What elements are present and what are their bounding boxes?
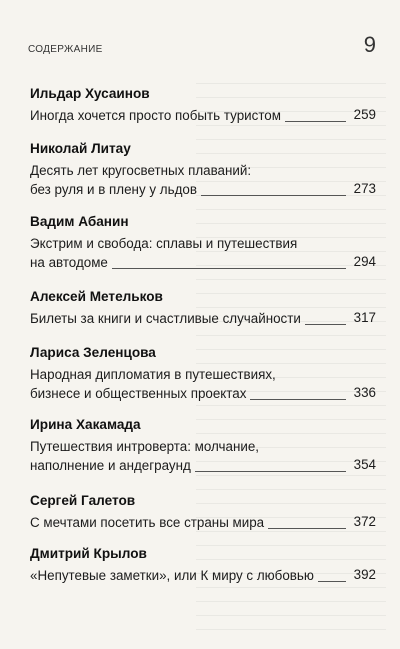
toc-page-number[interactable]: 273 xyxy=(353,181,376,196)
toc-entry-title[interactable]: «Непутевые заметки», или К миру с любовью xyxy=(30,568,314,583)
section-title: СОДЕРЖАНИЕ xyxy=(28,44,103,55)
bleed-through-texture xyxy=(196,70,386,630)
toc-leader-line xyxy=(250,399,346,400)
toc-entry-title[interactable]: Иногда хочется просто побыть туристом xyxy=(30,108,281,123)
toc-entry-title[interactable]: Народная дипломатия в путешествиях, xyxy=(30,367,276,382)
toc-author: Вадим Абанин xyxy=(30,214,129,229)
toc-author: Ильдар Хусаинов xyxy=(30,86,150,101)
toc-author: Сергей Галетов xyxy=(30,493,136,508)
toc-entry-title[interactable]: С мечтами посетить все страны мира xyxy=(30,515,265,530)
toc-page-number[interactable]: 372 xyxy=(353,514,376,529)
page-header xyxy=(28,32,376,62)
toc-entry-title[interactable]: Билеты за книги и счастливые случайности xyxy=(30,311,301,326)
toc-entry-title[interactable]: наполнение и андеграунд xyxy=(30,458,191,473)
toc-entry-title[interactable]: без руля и в плену у льдов xyxy=(30,182,197,197)
toc-page-number[interactable]: 259 xyxy=(353,107,376,122)
toc-page-number[interactable]: 317 xyxy=(353,310,376,325)
toc-page-number[interactable]: 336 xyxy=(353,385,376,400)
toc-entry-title[interactable]: бизнесе и общественных проектах xyxy=(30,386,247,401)
toc-author: Дмитрий Крылов xyxy=(30,546,147,561)
toc-author: Ирина Хакамада xyxy=(30,417,141,432)
toc-leader-line xyxy=(305,324,346,325)
toc-author: Алексей Метельков xyxy=(30,289,163,304)
toc-leader-line xyxy=(318,581,346,582)
toc-entry-title[interactable]: Экстрим и свобода: сплавы и путешествия xyxy=(30,236,298,251)
toc-leader-line xyxy=(268,528,346,529)
toc-entry-title[interactable]: Путешествия интроверта: молчание, xyxy=(30,439,260,454)
toc-author: Николай Литау xyxy=(30,141,131,156)
toc-leader-line xyxy=(285,121,346,122)
toc-page-number[interactable]: 294 xyxy=(353,254,376,269)
toc-entry-title[interactable]: Десять лет кругосветных плаваний: xyxy=(30,163,252,178)
toc-leader-line xyxy=(201,195,346,196)
toc-entry-title[interactable]: на автодоме xyxy=(30,255,108,270)
page-number: 9 xyxy=(363,32,376,57)
toc-page-number[interactable]: 354 xyxy=(353,457,376,472)
toc-leader-line xyxy=(112,268,346,269)
toc-leader-line xyxy=(195,471,346,472)
toc-author: Лариса Зеленцова xyxy=(30,345,156,360)
toc-page-number[interactable]: 392 xyxy=(353,567,376,582)
